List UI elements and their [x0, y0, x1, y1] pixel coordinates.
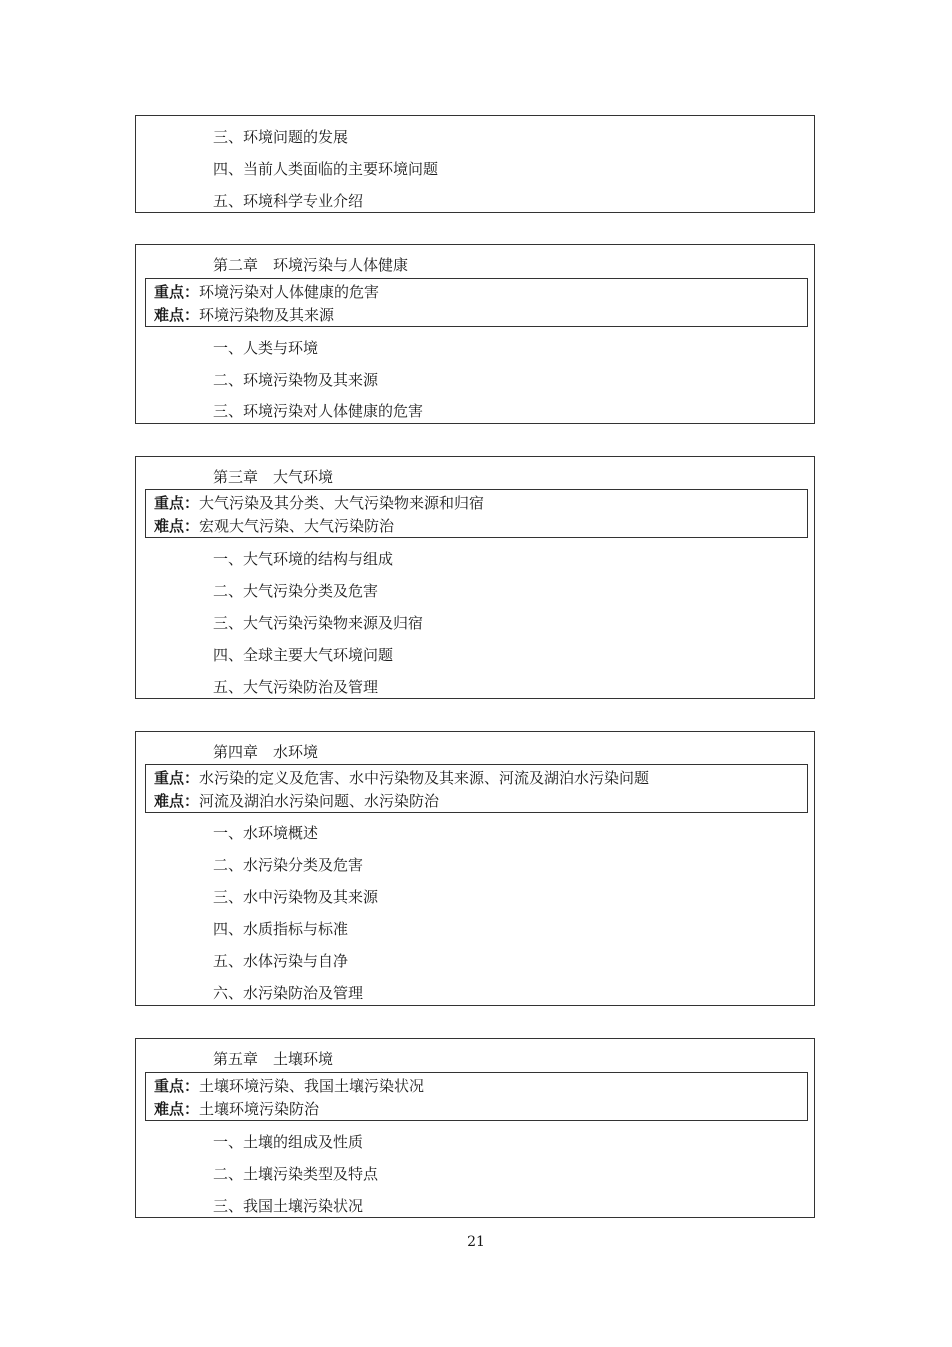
difficulty-line	[154, 305, 334, 325]
outline-item: 四、当前人类面临的主要环境问题	[213, 160, 439, 178]
difficulty-text: 土壤环境污染防治	[199, 1100, 320, 1118]
key-point-text: 环境污染对人体健康的危害	[199, 283, 380, 301]
outline-item: 六、水污染防治及管理	[213, 984, 364, 1002]
key-point-label: 重点：	[154, 769, 200, 787]
difficulty-label: 难点：	[154, 1100, 200, 1118]
key-point-line	[154, 768, 649, 788]
key-point-label: 重点：	[154, 1077, 200, 1095]
outline-item: 五、环境科学专业介绍	[213, 192, 364, 210]
difficulty-label: 难点：	[154, 792, 200, 810]
outline-item: 四、全球主要大气环境问题	[213, 646, 394, 664]
key-point-label: 重点：	[154, 283, 200, 301]
outline-item: 五、大气污染防治及管理	[213, 678, 379, 696]
outline-item: 一、水环境概述	[213, 824, 319, 842]
key-point-line	[154, 282, 379, 302]
chapter-title: 第二章 环境污染与人体健康	[213, 256, 409, 274]
key-point-line	[154, 493, 484, 513]
difficulty-line	[154, 1099, 319, 1119]
key-points-box	[145, 764, 808, 813]
outline-item: 二、水污染分类及危害	[213, 856, 364, 874]
outline-item: 三、环境问题的发展	[213, 128, 349, 146]
key-point-text: 大气污染及其分类、大气污染物来源和归宿	[199, 494, 485, 512]
outline-item: 二、环境污染物及其来源	[213, 371, 379, 389]
difficulty-text: 环境污染物及其来源	[199, 306, 335, 324]
outline-item: 一、人类与环境	[213, 339, 319, 357]
difficulty-line	[154, 516, 394, 536]
difficulty-label: 难点：	[154, 306, 200, 324]
difficulty-text: 河流及湖泊水污染问题、水污染防治	[199, 792, 440, 810]
outline-item: 五、水体污染与自净	[213, 952, 349, 970]
key-point-text: 土壤环境污染、我国土壤污染状况	[199, 1077, 425, 1095]
outline-item: 四、水质指标与标准	[213, 920, 349, 938]
outline-item: 三、我国土壤污染状况	[213, 1197, 364, 1215]
key-points-box	[145, 489, 808, 538]
difficulty-label: 难点：	[154, 517, 200, 535]
page-number: 21	[467, 1234, 485, 1250]
chapter5-box	[135, 1038, 815, 1218]
key-points-box	[145, 278, 808, 327]
chapter-title: 第四章 水环境	[213, 743, 319, 761]
outline-item: 三、环境污染对人体健康的危害	[213, 402, 424, 420]
chapter-title: 第五章 土壤环境	[213, 1050, 334, 1068]
outline-item: 二、土壤污染类型及特点	[213, 1165, 379, 1183]
chapter4-box	[135, 731, 815, 1006]
chapter2-box	[135, 244, 815, 424]
outline-item: 一、大气环境的结构与组成	[213, 550, 394, 568]
key-points-box	[145, 1072, 808, 1121]
outline-item: 二、大气污染分类及危害	[213, 582, 379, 600]
outline-item: 一、土壤的组成及性质	[213, 1133, 364, 1151]
key-point-text: 水污染的定义及危害、水中污染物及其来源、河流及湖泊水污染问题	[199, 769, 650, 787]
outline-item: 三、水中污染物及其来源	[213, 888, 379, 906]
chapter-title: 第三章 大气环境	[213, 468, 334, 486]
key-point-line	[154, 1076, 424, 1096]
chapter3-box	[135, 456, 815, 699]
outline-item: 三、大气污染污染物来源及归宿	[213, 614, 424, 632]
key-point-label: 重点：	[154, 494, 200, 512]
chapter1-continuation-box	[135, 115, 815, 213]
difficulty-text: 宏观大气污染、大气污染防治	[199, 517, 395, 535]
difficulty-line	[154, 791, 439, 811]
